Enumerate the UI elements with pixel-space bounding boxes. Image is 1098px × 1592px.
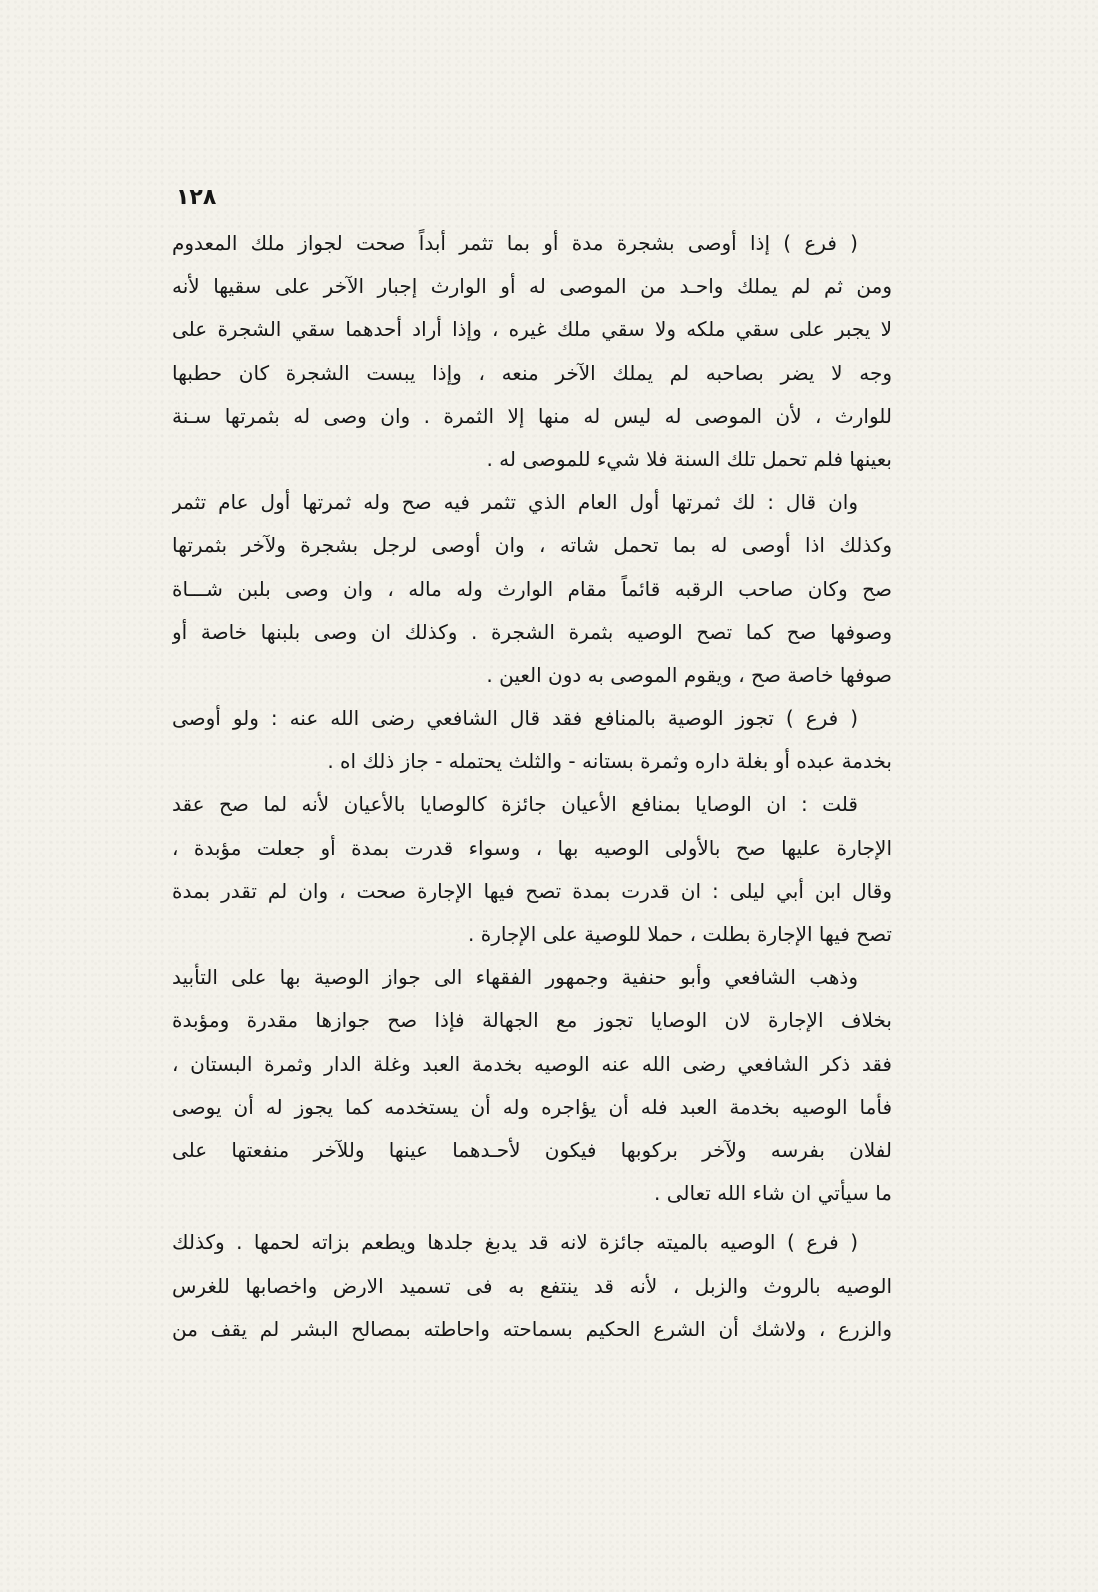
text-line: صح وكان صاحب الرقبه قائماً مقام الوارث وله ماله ، وان وصى بلبن شـــاة — [172, 576, 892, 601]
text-line: وصوفها صح كما تصح الوصيه بثمرة الشجرة . وكذلك ان وصى بلبنها خاصة أو — [172, 619, 892, 644]
text-line: الإجارة عليها صح بالأولى الوصيه بها ، وسواء قدرت بمدة أو جعلت مؤبدة ، — [172, 835, 892, 860]
text-line: تصح فيها الإجارة بطلت ، حملا للوصية على الإجارة . — [468, 922, 892, 946]
text-line: وقال ابن أبي ليلى : ان قدرت بمدة تصح فيها الإجارة صحت ، وان لم تقدر بمدة — [172, 878, 892, 903]
text-line: للوارث ، لأن الموصى له ليس له منها إلا الثمرة . وان وصى له بثمرتها سـنة — [172, 403, 892, 428]
paragraph-5 — [172, 956, 892, 1215]
text-line: بخلاف الإجارة لان الوصايا تجوز مع الجهالة فإذا صح جوازها مقدرة ومؤبدة — [172, 1008, 892, 1033]
text-line: ( فرع ) الوصيه بالميته جائزة لانه قد يدبغ جلدها ويطعم بزاته لحمها . وكذلك — [172, 1230, 858, 1255]
text-line: صوفها خاصة صح ، ويقوم الموصى به دون العين . — [486, 662, 892, 687]
text-line: ( فرع ) تجوز الوصية بالمنافع فقد قال الشافعي رضى الله عنه : ولو أوصى — [172, 706, 858, 731]
paragraph-3 — [172, 697, 892, 783]
text-line: وان قال : لك ثمرتها أول العام الذي تثمر فيه صح وله ثمرتها أول عام تثمر — [172, 490, 858, 515]
paragraph-6 — [172, 1221, 892, 1351]
text-line: قلت : ان الوصايا بمنافع الأعيان جائزة كالوصايا بالأعيان لأنه لما صح عقد — [172, 792, 858, 817]
text-line: بعينها فلم تحمل تلك السنة فلا شيء للموصى له . — [486, 446, 892, 471]
paragraph-1 — [172, 222, 892, 481]
text-line: لا يجبر على سقي ملكه ولا سقي ملك غيره ، وإذا أراد أحدهما سقي الشجرة على — [172, 317, 892, 342]
paragraph-4 — [172, 783, 892, 956]
text-line: وذهب الشافعي وأبو حنفية وجمهور الفقهاء الى جواز الوصية بها على التأبيد — [172, 965, 858, 990]
page-number: ١٢٨ — [176, 185, 217, 210]
text-line: بخدمة عبده أو بغلة داره وثمرة بستانه - والثلث يحتمله - جاز ذلك اه . — [327, 749, 892, 774]
text-line: فقد ذكر الشافعي رضى الله عنه الوصيه بخدمة العبد وغلة الدار وثمرة البستان ، — [172, 1051, 892, 1076]
text-line: الوصيه بالروث والزبل ، لأنه قد ينتفع به فى تسميد الارض واخصابها للغرس — [172, 1273, 892, 1298]
text-line: ومن ثم لم يملك واحـد من الموصى له أو الوارث إجبار الآخر على سقيها لأنه — [172, 274, 892, 299]
text-line: فأما الوصيه بخدمة العبد فله أن يؤاجره وله أن يستخدمه كما يجوز له أن يوصى — [172, 1094, 892, 1119]
text-line: والزرع ، ولاشك أن الشرع الحكيم بسماحته واحاطته بمصالح البشر لم يقف من — [172, 1316, 892, 1341]
text-line: وجه لا يضر بصاحبه لم يملك الآخر منعه ، وإذا يبست الشجرة كان حطبها — [172, 360, 892, 385]
paragraph-2 — [172, 481, 892, 697]
text-line: وكذلك اذا أوصى له بما تحمل شاته ، وان أوصى لرجل بشجرة ولآخر بثمرتها — [172, 533, 892, 558]
text-line: ( فرع ) إذا أوصى بشجرة مدة أو بما تثمر أبداً صحت لجواز ملك المعدوم — [172, 231, 858, 255]
text-line: لفلان بفرسه ولآخر بركوبها فيكون لأحـدهما عينها وللآخر منفعتها على — [172, 1137, 892, 1162]
text-line: ما سيأتي ان شاء الله تعالى . — [654, 1181, 892, 1206]
body-text — [172, 222, 892, 1351]
